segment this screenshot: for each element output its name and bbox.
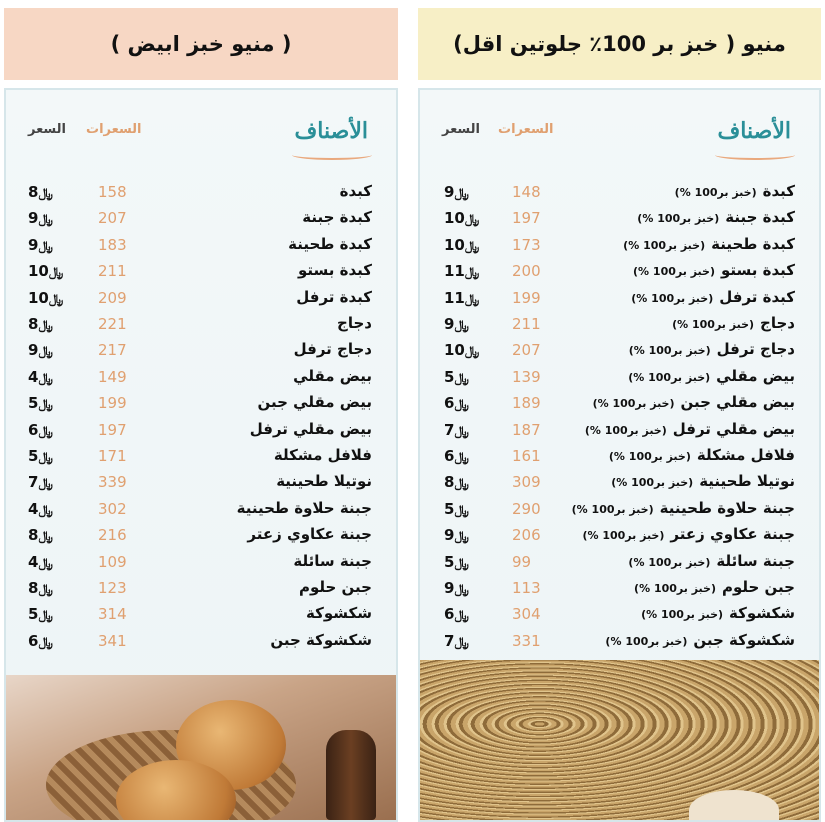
white-menu-title: ( منيو خبز ابيض ) bbox=[4, 8, 398, 80]
item-calories: 221 bbox=[98, 315, 127, 333]
currency-symbol: ﷼ bbox=[464, 265, 480, 281]
menu-row bbox=[6, 602, 396, 628]
item-name bbox=[293, 552, 372, 570]
item-calories: 331 bbox=[512, 631, 541, 650]
price-value: 7 bbox=[444, 631, 455, 650]
item-price bbox=[444, 209, 483, 227]
currency-symbol: ﷼ bbox=[454, 502, 469, 518]
currency-symbol: ﷼ bbox=[38, 397, 53, 413]
item-name bbox=[629, 340, 795, 358]
bread-type-label: (خبز بر100 %) bbox=[628, 370, 711, 384]
bran-menu-title: منيو ( خبز بر 100٪ جلوتين اقل) bbox=[418, 8, 821, 80]
currency-symbol: ﷼ bbox=[38, 186, 53, 201]
item-name bbox=[637, 208, 795, 226]
item-name bbox=[299, 578, 372, 596]
item-price bbox=[28, 183, 57, 201]
item-price bbox=[28, 447, 57, 465]
item-name-text: جبنة حلاوة طحينية bbox=[236, 498, 372, 517]
item-name bbox=[293, 367, 372, 385]
menu-row bbox=[6, 180, 396, 206]
heading-underline bbox=[715, 150, 795, 160]
item-price bbox=[28, 500, 57, 518]
item-name-text: بيض مقلي ترفل bbox=[672, 419, 795, 438]
currency-symbol: ﷼ bbox=[38, 608, 53, 624]
currency-symbol: ﷼ bbox=[464, 344, 480, 360]
menu-row bbox=[420, 470, 819, 496]
item-calories: 211 bbox=[98, 262, 127, 281]
item-price bbox=[28, 579, 57, 597]
bread-basket-photo bbox=[6, 675, 396, 820]
menu-row bbox=[6, 523, 396, 549]
item-calories: 149 bbox=[98, 367, 127, 386]
item-name-text: بيض مقلي جبن bbox=[680, 393, 795, 412]
price-value: 11 bbox=[444, 288, 465, 307]
price-value: 10 bbox=[444, 209, 465, 228]
item-name bbox=[633, 261, 795, 279]
item-name bbox=[572, 499, 795, 517]
item-name-text: دجاج ترفل bbox=[716, 340, 795, 359]
item-name-text: فلافل مشكلة bbox=[273, 446, 372, 464]
price-value: 4 bbox=[28, 367, 39, 386]
item-name-text: جبن حلوم bbox=[722, 578, 795, 596]
item-calories: 99 bbox=[512, 552, 532, 571]
item-name-text: بيض مقلي ترفل bbox=[249, 419, 372, 438]
item-price bbox=[444, 394, 473, 412]
currency-symbol: ﷼ bbox=[454, 634, 469, 650]
currency-symbol: ﷼ bbox=[454, 370, 469, 386]
item-name bbox=[294, 340, 372, 358]
price-value: 6 bbox=[444, 605, 455, 624]
item-price bbox=[28, 315, 57, 333]
price-value: 9 bbox=[444, 579, 455, 597]
item-name-text: كبدة ترفل bbox=[719, 287, 795, 306]
item-price bbox=[444, 368, 473, 386]
item-name-text: كبدة جبنة bbox=[302, 208, 372, 227]
item-name bbox=[611, 472, 795, 490]
price-value: 7 bbox=[28, 473, 39, 492]
calories-heading: السعرات bbox=[498, 122, 554, 137]
item-calories: 209 bbox=[98, 288, 127, 307]
white-menu-card bbox=[4, 88, 398, 822]
item-calories: 189 bbox=[512, 394, 541, 413]
price-value: 11 bbox=[444, 262, 465, 281]
currency-symbol: ﷼ bbox=[38, 238, 53, 254]
item-name bbox=[609, 446, 795, 464]
bread-type-label: (خبز بر100 %) bbox=[633, 265, 715, 279]
bread-type-label: (خبز بر100 %) bbox=[611, 476, 694, 490]
item-name bbox=[258, 393, 372, 411]
menu-row bbox=[420, 312, 819, 338]
item-name bbox=[276, 472, 372, 490]
currency-symbol: ﷼ bbox=[38, 318, 53, 333]
item-name bbox=[288, 235, 372, 253]
menu-row bbox=[420, 206, 819, 232]
item-calories: 183 bbox=[98, 235, 127, 254]
item-calories: 206 bbox=[512, 526, 541, 545]
bread-type-label: (خبز بر100 %) bbox=[631, 291, 714, 305]
item-price bbox=[28, 632, 57, 650]
currency-symbol: ﷼ bbox=[464, 291, 480, 307]
bread-type-label: (خبز بر100 %) bbox=[571, 502, 654, 516]
item-name-text: دجاج bbox=[760, 314, 795, 332]
item-name-text: كبدة بستو bbox=[297, 261, 372, 280]
item-name-text: كبدة طحينة bbox=[711, 234, 795, 253]
menu-row bbox=[420, 259, 819, 285]
item-price bbox=[444, 315, 473, 333]
item-price bbox=[28, 394, 57, 412]
menu-row bbox=[6, 286, 396, 312]
item-name-text: شكشوكة bbox=[306, 604, 372, 623]
item-price bbox=[444, 526, 473, 544]
currency-symbol: ﷼ bbox=[454, 318, 469, 333]
price-value: 9 bbox=[28, 341, 39, 360]
currency-symbol: ﷼ bbox=[454, 608, 469, 624]
menu-row bbox=[6, 365, 396, 391]
bread-type-label: (خبز بر100 %) bbox=[637, 212, 720, 226]
menu-row bbox=[420, 576, 819, 602]
price-value: 8 bbox=[444, 473, 455, 492]
bran-menu-card bbox=[418, 88, 821, 822]
menu-row bbox=[6, 444, 396, 470]
wheat-grains-photo bbox=[420, 660, 819, 820]
price-value: 5 bbox=[28, 605, 39, 624]
item-name bbox=[237, 499, 372, 517]
item-calories: 339 bbox=[98, 473, 127, 492]
item-name-text: جبنة سائلة bbox=[716, 551, 795, 570]
item-name-text: جبنة حلاوة طحينية bbox=[659, 498, 795, 517]
item-calories: 309 bbox=[512, 473, 541, 492]
currency-symbol: ﷼ bbox=[454, 555, 469, 571]
item-calories: 173 bbox=[512, 235, 541, 254]
item-name bbox=[605, 631, 795, 649]
price-value: 6 bbox=[28, 631, 39, 650]
menu-row bbox=[6, 470, 396, 496]
item-calories: 216 bbox=[98, 526, 127, 545]
currency-symbol: ﷼ bbox=[454, 397, 469, 413]
item-name bbox=[641, 604, 795, 622]
item-name bbox=[270, 631, 372, 649]
price-heading: السعر bbox=[442, 122, 480, 137]
menu-row bbox=[420, 523, 819, 549]
menu-row bbox=[420, 629, 819, 655]
bowl-shape bbox=[689, 790, 779, 822]
item-name-text: شكشوكة جبن bbox=[693, 630, 795, 649]
item-name-text: دجاج ترفل bbox=[293, 340, 372, 359]
price-value: 4 bbox=[28, 499, 39, 518]
price-value: 10 bbox=[28, 262, 49, 281]
item-calories: 207 bbox=[512, 341, 541, 360]
item-name bbox=[340, 182, 372, 200]
bread-type-label: (خبز بر100 %) bbox=[608, 450, 691, 463]
menu-row bbox=[420, 444, 819, 470]
price-value: 8 bbox=[28, 526, 39, 545]
calories-heading: السعرات bbox=[86, 122, 142, 137]
currency-symbol: ﷼ bbox=[454, 582, 469, 597]
bread-type-label: (خبز بر100 %) bbox=[628, 344, 711, 358]
currency-symbol: ﷼ bbox=[454, 186, 469, 201]
item-name-text: دجاج bbox=[337, 314, 372, 332]
menu-row bbox=[6, 312, 396, 338]
item-calories: 211 bbox=[512, 315, 541, 333]
menu-row bbox=[6, 338, 396, 364]
item-name bbox=[250, 420, 372, 438]
item-calories: 207 bbox=[98, 209, 127, 228]
menu-row bbox=[420, 418, 819, 444]
price-value: 9 bbox=[28, 209, 39, 228]
price-value: 8 bbox=[28, 183, 39, 201]
item-name-text: كبدة bbox=[762, 182, 795, 200]
item-name-text: بيض مقلي جبن bbox=[257, 393, 372, 412]
item-price bbox=[28, 289, 67, 307]
white-bread-menu bbox=[4, 0, 398, 822]
item-name bbox=[302, 208, 372, 226]
price-value: 6 bbox=[444, 447, 455, 465]
item-price bbox=[28, 473, 57, 491]
item-price bbox=[28, 421, 57, 439]
item-name bbox=[298, 261, 372, 279]
price-value: 9 bbox=[444, 315, 455, 333]
item-calories: 290 bbox=[512, 499, 541, 518]
price-value: 8 bbox=[28, 579, 39, 597]
menu-row bbox=[6, 391, 396, 417]
item-price bbox=[444, 341, 483, 359]
item-name bbox=[337, 314, 372, 332]
item-name-text: بيض مقلي bbox=[293, 366, 372, 385]
item-price bbox=[444, 632, 473, 650]
item-price bbox=[444, 605, 473, 623]
item-name-text: بيض مقلي bbox=[716, 366, 795, 385]
bread-type-label: (خبز بر100 %) bbox=[634, 582, 716, 595]
item-calories: 200 bbox=[512, 262, 541, 281]
menu-row bbox=[6, 576, 396, 602]
currency-symbol: ﷼ bbox=[454, 450, 469, 465]
menu-row bbox=[6, 206, 396, 232]
bread-type-label: (خبز بر100 %) bbox=[582, 529, 665, 543]
item-name-text: نوتيلا طحينية bbox=[276, 472, 372, 491]
bread-type-label: (خبز بر100 %) bbox=[641, 608, 724, 622]
item-price bbox=[444, 473, 473, 491]
currency-symbol: ﷼ bbox=[38, 450, 53, 465]
currency-symbol: ﷼ bbox=[38, 370, 53, 386]
bread-type-label: (خبز بر100 %) bbox=[628, 555, 711, 569]
bread-type-label: (خبز بر100 %) bbox=[674, 186, 757, 199]
currency-symbol: ﷼ bbox=[38, 555, 53, 571]
menu-row bbox=[420, 338, 819, 364]
item-calories: 187 bbox=[512, 420, 541, 439]
item-name bbox=[675, 182, 795, 200]
category-heading: الأصناف bbox=[294, 118, 368, 144]
item-price bbox=[444, 421, 473, 439]
price-value: 9 bbox=[444, 526, 455, 545]
item-name bbox=[593, 393, 795, 411]
item-price bbox=[444, 262, 483, 280]
item-price bbox=[28, 368, 57, 386]
currency-symbol: ﷼ bbox=[38, 212, 53, 228]
item-name bbox=[631, 288, 795, 306]
item-name-text: شكشوكة جبن bbox=[270, 630, 372, 649]
item-calories: 304 bbox=[512, 605, 541, 624]
item-calories: 217 bbox=[98, 341, 127, 360]
currency-symbol: ﷼ bbox=[48, 291, 64, 307]
currency-symbol: ﷼ bbox=[464, 238, 480, 254]
currency-symbol: ﷼ bbox=[38, 502, 53, 518]
price-value: 8 bbox=[28, 315, 39, 333]
item-name-text: نوتيلا طحينية bbox=[699, 472, 795, 491]
price-value: 5 bbox=[28, 394, 39, 413]
item-calories: 197 bbox=[98, 420, 127, 439]
item-name bbox=[628, 552, 795, 570]
menu-row bbox=[420, 286, 819, 312]
item-calories: 341 bbox=[98, 631, 127, 650]
item-calories: 158 bbox=[98, 183, 127, 201]
item-name-text: جبنة سائلة bbox=[293, 551, 372, 570]
price-value: 4 bbox=[28, 552, 39, 571]
item-name-text: كبدة جبنة bbox=[725, 208, 795, 227]
item-name-text: جبنة عكاوي زعتر bbox=[670, 525, 795, 544]
menu-row bbox=[420, 365, 819, 391]
currency-symbol: ﷼ bbox=[38, 582, 53, 597]
price-value: 9 bbox=[444, 183, 455, 201]
price-value: 6 bbox=[28, 420, 39, 439]
menu-row bbox=[6, 550, 396, 576]
item-name-text: كبدة bbox=[339, 182, 372, 200]
price-value: 7 bbox=[444, 420, 455, 439]
menu-row bbox=[6, 259, 396, 285]
item-calories: 199 bbox=[512, 288, 541, 307]
menu-row bbox=[420, 602, 819, 628]
menu-row bbox=[6, 497, 396, 523]
pepper-grinder-shape bbox=[326, 730, 376, 820]
bran-bread-menu bbox=[418, 0, 821, 822]
item-price bbox=[444, 579, 473, 597]
menu-row bbox=[6, 233, 396, 259]
currency-symbol: ﷼ bbox=[38, 476, 53, 492]
menu-row bbox=[420, 550, 819, 576]
item-name bbox=[585, 420, 795, 438]
item-name bbox=[628, 367, 795, 385]
price-value: 5 bbox=[28, 447, 39, 465]
item-name-text: شكشوكة bbox=[729, 604, 795, 623]
menu-row bbox=[420, 391, 819, 417]
price-heading: السعر bbox=[28, 122, 66, 137]
price-value: 10 bbox=[444, 341, 465, 360]
item-calories: 197 bbox=[512, 209, 541, 228]
item-name-text: كبدة ترفل bbox=[296, 287, 372, 306]
bread-type-label: (خبز بر100 %) bbox=[623, 238, 706, 252]
item-price bbox=[28, 209, 57, 227]
heading-underline bbox=[292, 150, 372, 160]
item-calories: 139 bbox=[512, 367, 541, 386]
item-price bbox=[444, 500, 473, 518]
item-price bbox=[444, 183, 473, 201]
menu-row bbox=[420, 497, 819, 523]
bread-type-label: (خبز بر100 %) bbox=[605, 634, 688, 648]
item-calories: 161 bbox=[512, 447, 541, 465]
item-calories: 314 bbox=[98, 605, 127, 624]
currency-symbol: ﷼ bbox=[48, 265, 64, 281]
item-name-text: كبدة بستو bbox=[720, 261, 795, 280]
item-calories: 113 bbox=[512, 579, 541, 597]
item-calories: 302 bbox=[98, 499, 127, 518]
item-calories: 171 bbox=[98, 447, 127, 465]
item-name bbox=[672, 314, 795, 332]
item-name bbox=[306, 604, 372, 622]
bread-type-label: (خبز بر100 %) bbox=[592, 397, 675, 411]
item-name bbox=[634, 578, 795, 596]
item-price bbox=[28, 605, 57, 623]
item-price bbox=[28, 553, 57, 571]
item-price bbox=[28, 341, 57, 359]
item-name-text: كبدة طحينة bbox=[288, 234, 372, 253]
bread-type-label: (خبز بر100 %) bbox=[672, 318, 755, 331]
price-value: 10 bbox=[28, 288, 49, 307]
item-price bbox=[444, 447, 473, 465]
price-value: 9 bbox=[28, 235, 39, 254]
currency-symbol: ﷼ bbox=[38, 634, 53, 650]
item-calories: 199 bbox=[98, 394, 127, 413]
currency-symbol: ﷼ bbox=[454, 529, 469, 545]
item-price bbox=[28, 262, 67, 280]
item-calories: 109 bbox=[98, 552, 127, 571]
item-name bbox=[296, 288, 372, 306]
item-price bbox=[444, 289, 483, 307]
menu-row bbox=[420, 233, 819, 259]
price-value: 5 bbox=[444, 499, 455, 518]
menu-row bbox=[6, 418, 396, 444]
currency-symbol: ﷼ bbox=[464, 212, 480, 228]
item-name-text: جبن حلوم bbox=[299, 578, 372, 596]
price-value: 5 bbox=[444, 552, 455, 571]
currency-symbol: ﷼ bbox=[454, 476, 469, 492]
item-price bbox=[444, 553, 473, 571]
item-price bbox=[28, 526, 57, 544]
item-name-text: فلافل مشكلة bbox=[696, 446, 795, 464]
currency-symbol: ﷼ bbox=[38, 529, 53, 545]
item-calories: 123 bbox=[98, 579, 127, 597]
currency-symbol: ﷼ bbox=[38, 423, 53, 439]
price-value: 6 bbox=[444, 394, 455, 413]
menu-row bbox=[6, 629, 396, 655]
item-price bbox=[444, 236, 483, 254]
currency-symbol: ﷼ bbox=[38, 344, 53, 360]
item-price bbox=[28, 236, 57, 254]
price-value: 10 bbox=[444, 235, 465, 254]
item-name bbox=[582, 525, 795, 543]
category-heading: الأصناف bbox=[717, 118, 791, 144]
item-name-text: جبنة عكاوي زعتر bbox=[247, 525, 372, 544]
bread-type-label: (خبز بر100 %) bbox=[584, 423, 667, 437]
item-name bbox=[274, 446, 372, 464]
item-name bbox=[623, 235, 795, 253]
item-name bbox=[247, 525, 372, 543]
price-value: 5 bbox=[444, 367, 455, 386]
item-calories: 148 bbox=[512, 183, 541, 201]
currency-symbol: ﷼ bbox=[454, 423, 469, 439]
menu-row bbox=[420, 180, 819, 206]
